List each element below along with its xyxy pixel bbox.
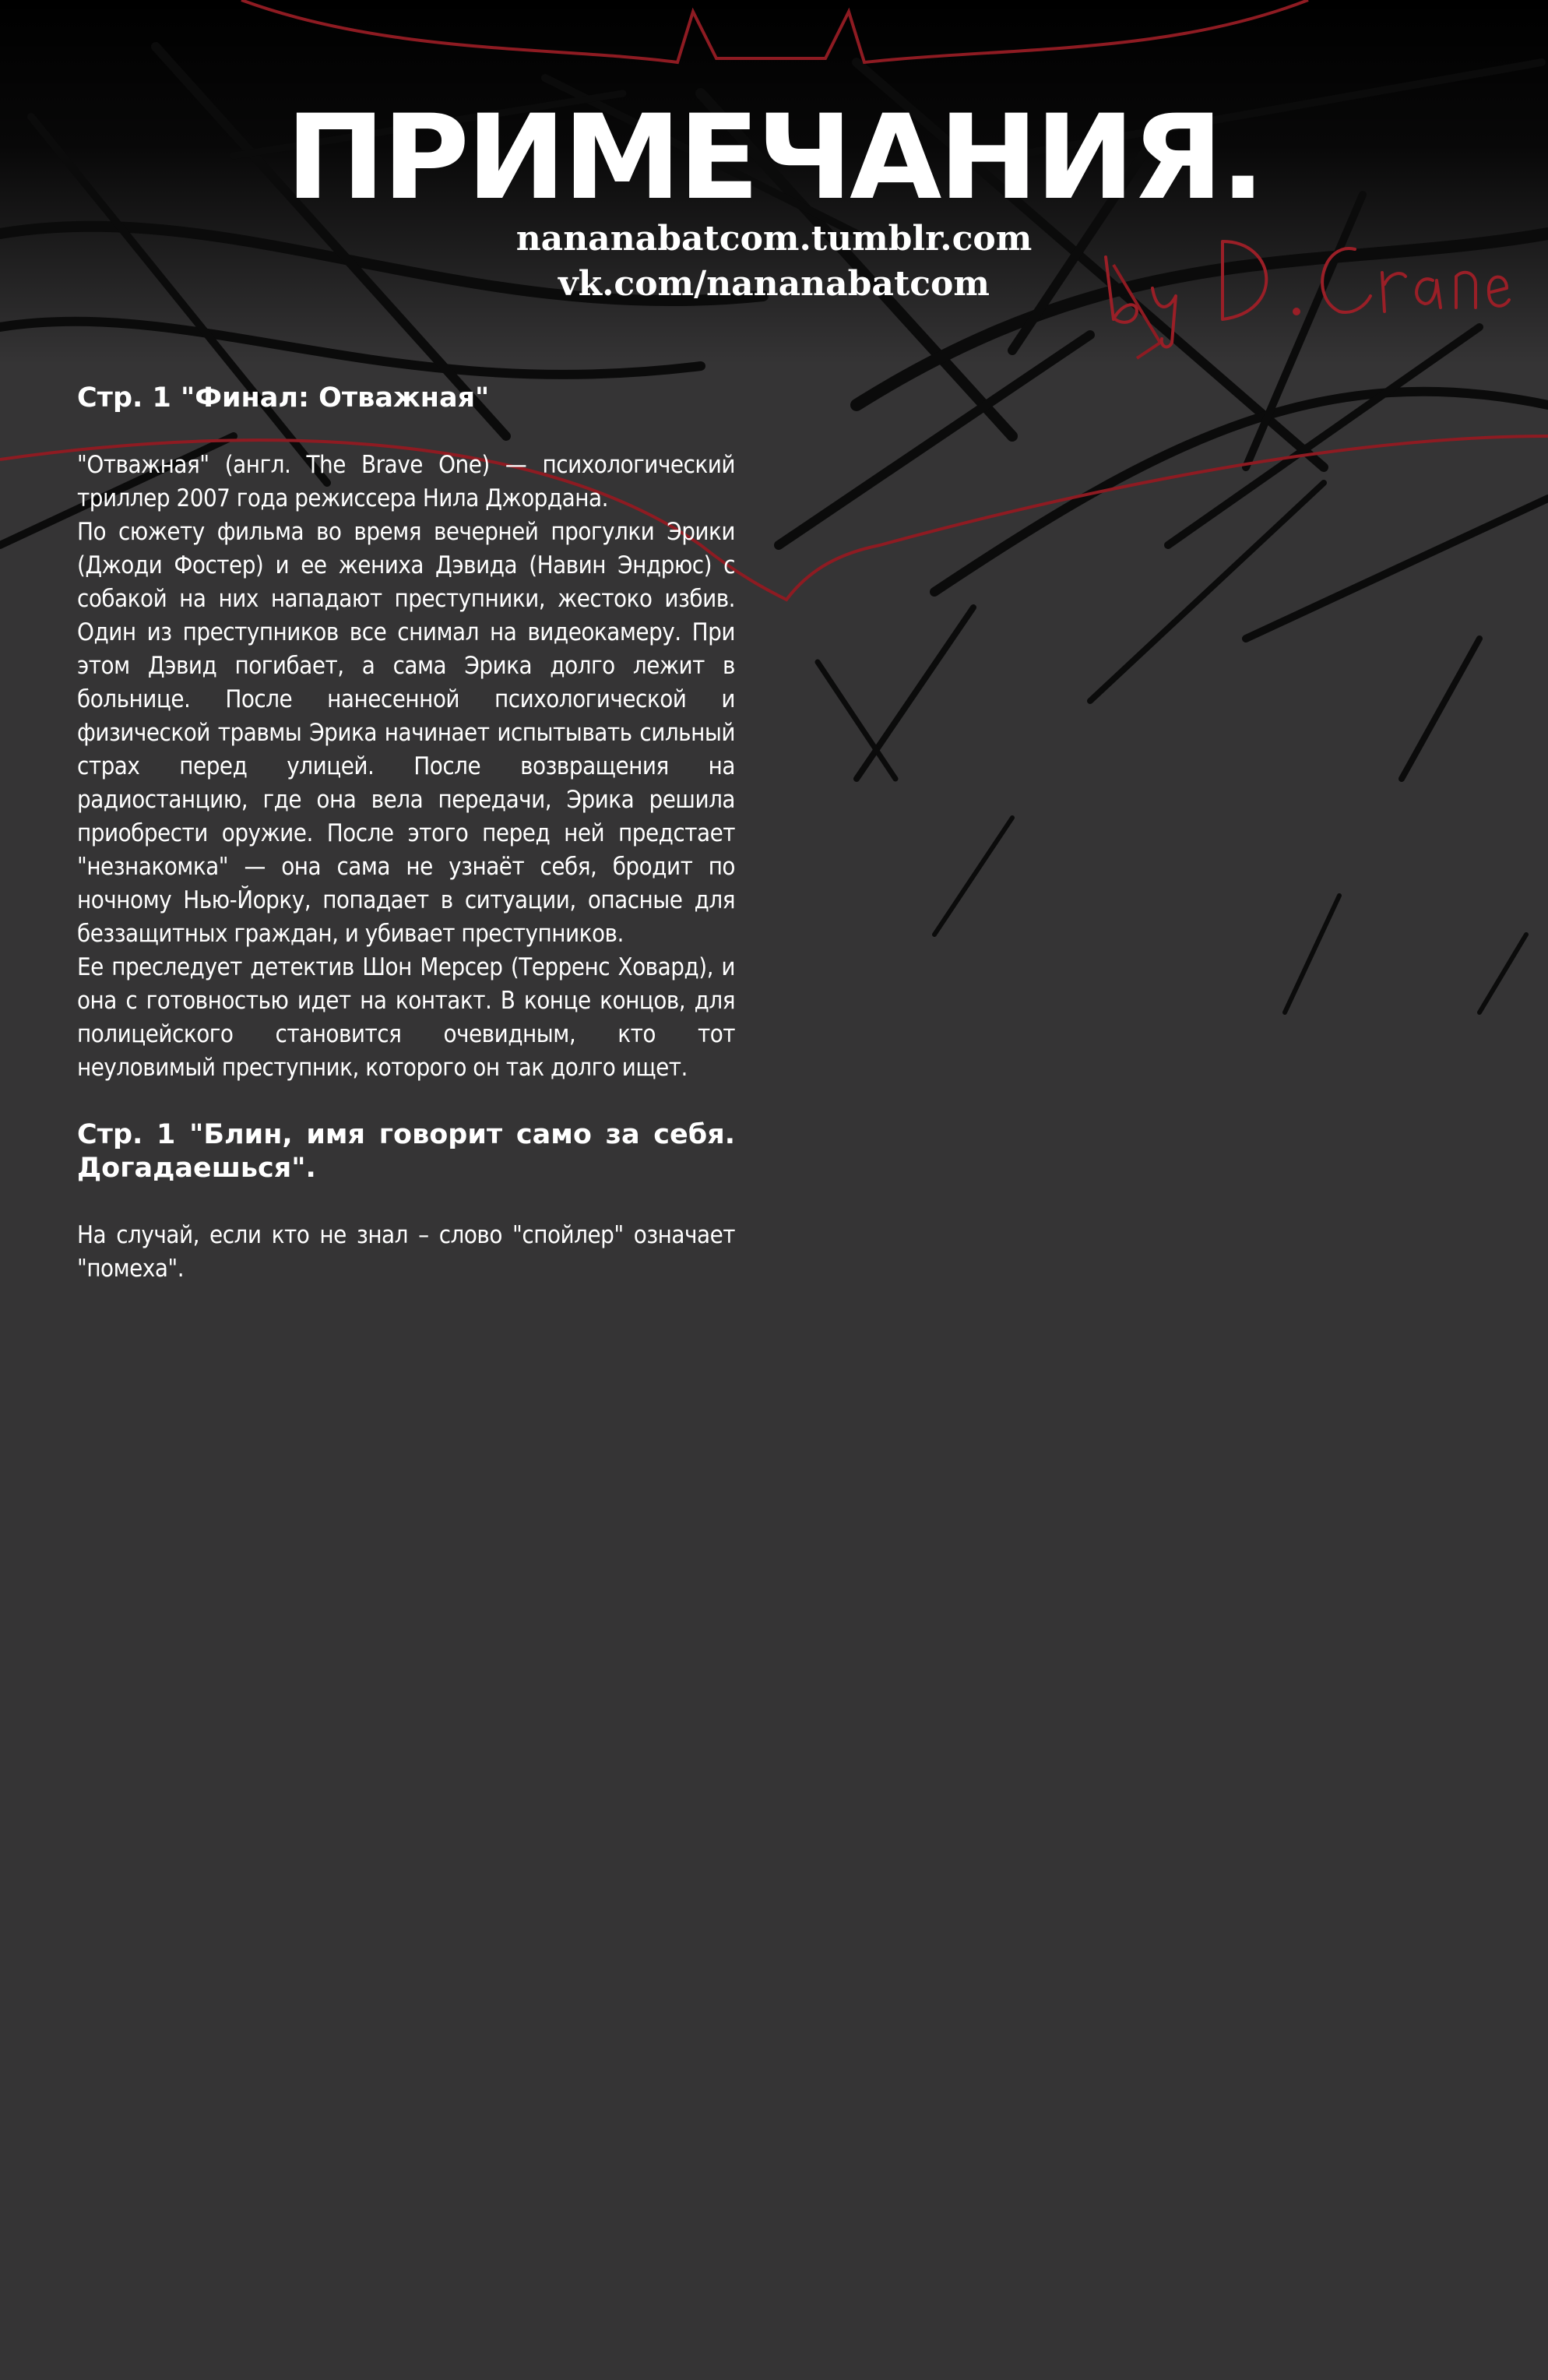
note-paragraph: На случай, если кто не знал – слово "спойлер" означает "помеха". bbox=[77, 1221, 735, 1283]
note-paragraph: "Отважная" (англ. The Brave One) — психологический триллер 2007 года режиссера Нила Джордана. bbox=[77, 451, 735, 512]
note-heading: Стр. 1 "Финал: Отважная" bbox=[77, 382, 490, 414]
note-paragraph: По сюжету фильма во время вечерней прогулки Эрики (Джоди Фостер) и ее жениха Дэвида (Навин Эндрюс) с собакой на них нападают преступники, жестоко избив. Один из преступников все снимал на видеокамеру. При этом Дэвид погибает, а сама Эрика долго лежит в больнице. После нанесенной психологической и физической травмы Эрика начинает испытывать сильный страх перед улицей. После возвращения на радиостанцию, где она вела передачи, Эрика решила приобрести оружие. После этого перед ней предстает "незнакомка" — она сама не узнаёт себя, бродит по ночному Нью-Йорку, попадает в ситуации, опасные для беззащитных граждан, и убивает преступников. bbox=[77, 518, 735, 948]
note-item bbox=[77, 1118, 735, 1286]
note-heading: Стр. 1 "Блин, имя говорит само за себя. Догадаешься". bbox=[77, 1119, 735, 1184]
note-item bbox=[77, 382, 735, 1085]
vk-link-text: vk.com/nananabatcom bbox=[558, 264, 990, 304]
notes-list bbox=[77, 382, 735, 1319]
page-title: ПРИМЕЧАНИЯ. bbox=[285, 90, 1263, 226]
signature-by-d-crane bbox=[1090, 226, 1511, 350]
note-paragraph: Ее преследует детектив Шон Мерсер (Терренс Ховард), и она с готовностью идет на контакт. В конце концов, для полицейского становится очевидным, кто тот неуловимый преступник, которого он так долго ищет. bbox=[77, 953, 735, 1082]
tumblr-link-text: nananabatcom.tumblr.com bbox=[515, 219, 1033, 259]
